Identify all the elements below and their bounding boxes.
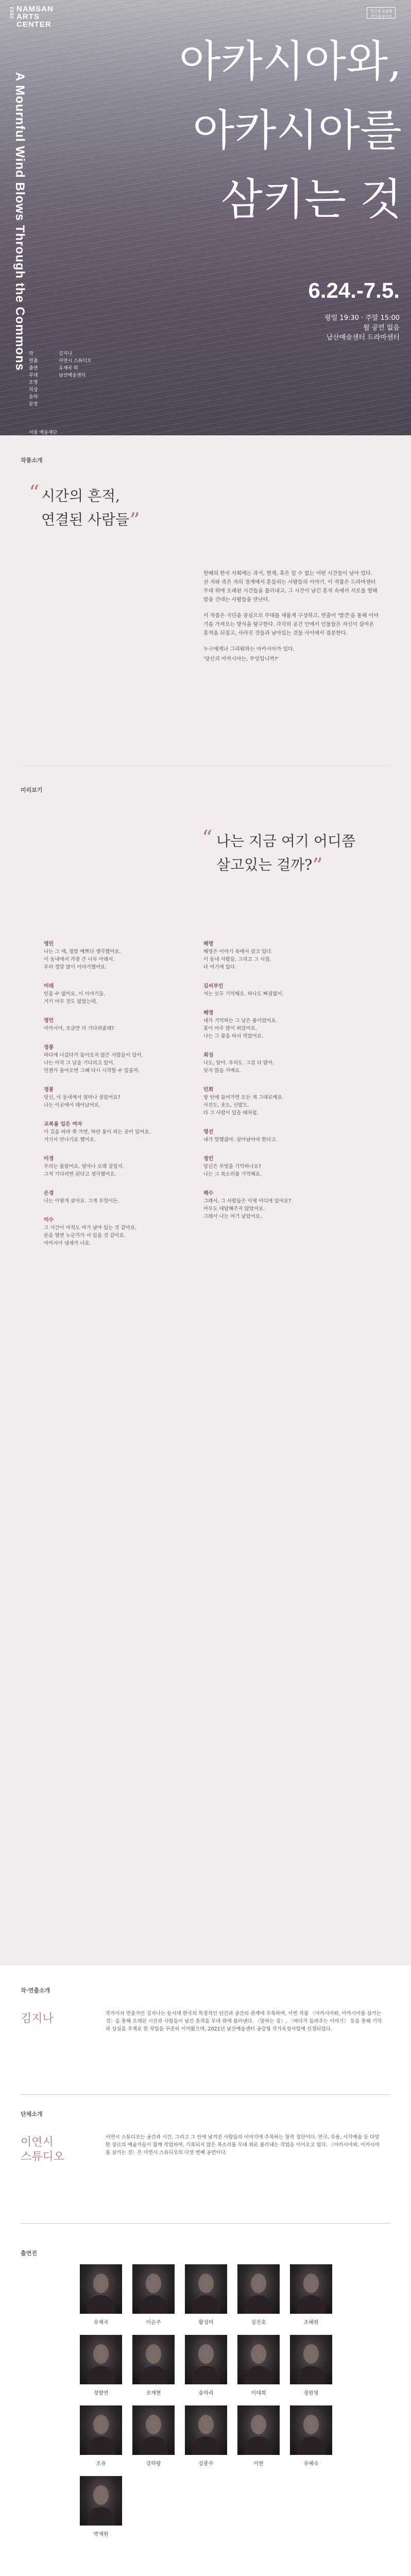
actor-name: 송하리 [198, 2391, 214, 2396]
writer-bio: 작가이자 연출가인 김지나는 동시대 한국의 특정적인 인간과 공간의 관계에 주목하며, 이번 작품 〈아카시아와, 아카시아를 삼키는 것〉을 통해 오래된 시간과 사람들이 남긴 흔적을 무대 위에 불러낸다. 〈말하는 집〉, 〈바다가 들려주는 이야기〉 등을 통해 기억과 상실을 주제로 한 작업을 꾸준히 이어왔으며, 2021년 남산예술센터 공감형 작가육성사업에 선정되었다. [106, 2011, 382, 2032]
credit-key: 음악 [29, 395, 38, 400]
title-line: 아카시아를 [193, 105, 402, 156]
dialogue-line: 해영은 이야기 속에서 살고 있다. [203, 949, 273, 955]
section-label: 미리보기 [21, 787, 43, 793]
dialogue-block [203, 1009, 358, 1040]
dialogue-line: 내가 기억하는 그 날은 봄이었어요. [203, 1018, 278, 1024]
dialogue-block [203, 1052, 358, 1075]
credit-value: 유재국 외 [59, 366, 78, 371]
dialogue-block [44, 1216, 198, 1247]
actor-photo [237, 2264, 280, 2314]
dialogue-line: 아무도 대답해주지 않았어요. [203, 1206, 265, 1212]
actor-photo [80, 2476, 122, 2526]
dialogue-line: 그저 기다리면 된다고 생각했어요. [44, 1172, 116, 1177]
dialogue-line: 나는 이곳에서 태어났어요. [44, 1103, 101, 1108]
actor-name: 유혜숙 [303, 2461, 319, 2467]
dialogue-line: 문을 열면 누군가가 서 있을 것 같아요. [44, 1233, 126, 1239]
actor-photo [237, 2405, 280, 2455]
actor-photo [132, 2264, 175, 2314]
credit-value [59, 401, 105, 408]
actor-photo [132, 2335, 175, 2384]
dialogue-line: 나는 그 애, 정말 예쁘다 생각했어요. [44, 949, 121, 955]
quote-mark: ” [312, 854, 323, 878]
speaker-name: 영선 [203, 1129, 214, 1135]
dialogue-line: 나는 그 꽃을 따서 먹었어요. [203, 1033, 264, 1039]
logo-line: ARTS [16, 12, 40, 21]
dialogue-block [203, 1086, 358, 1117]
dialogue-line: 내가 말했잖아. 살아남아야 한다고. [203, 1137, 278, 1143]
dialogue-block [44, 1121, 198, 1144]
title-line: 아카시아와, [179, 36, 402, 87]
speaker-name: 미수 [44, 1217, 54, 1223]
actor-photo [185, 2335, 227, 2384]
credit-value: 김지나 [59, 351, 73, 357]
dialogue-line: 잊지 않을 거예요. [203, 1068, 242, 1074]
speaker-name: 김씨부인 [203, 984, 224, 989]
dialogue-line: 그 시간이 아직도 여기 남아 있는 것 같아요. [44, 1225, 137, 1231]
speaker-name: 해영 [203, 941, 214, 947]
actor-photo [290, 2264, 332, 2314]
info-line: 평일 19:30 · 주말 15:00 [324, 314, 400, 322]
dialogue-line: 나는 아직 그 날을 기다리고 있어. [44, 1060, 115, 1066]
logo-line: NAMSAN [16, 5, 54, 13]
cast-member [185, 2335, 227, 2396]
company-name-line: 스튜디오 [21, 2150, 65, 2163]
credit-key: 무대 [29, 373, 38, 378]
intro-paragraph: 누구에게나 그리워하는 아카시아가 있다. [203, 647, 295, 652]
cast-grid [80, 2264, 337, 2537]
dialogue-line: 당신, 이 동네에서 얼마나 살았어요? [44, 1095, 121, 1100]
actor-photo [185, 2405, 227, 2455]
writer-profile [21, 2002, 391, 2089]
dialogue-block [203, 1155, 358, 1178]
credit-key: 작 [29, 351, 33, 357]
quote-mark: ” [129, 509, 140, 533]
quote-line: 살고있는 걸까? [216, 856, 313, 873]
speaker-name: 영민 [44, 1018, 54, 1024]
credits-list [29, 350, 105, 408]
credit-value [59, 394, 105, 401]
actor-photo [80, 2405, 122, 2455]
writer-name: 김지나 [21, 2012, 54, 2025]
cast-member [290, 2335, 332, 2396]
dialogue-line: 이 길을 따라 쭉 가면, 하얀 꽃이 피는 곳이 있어요. [44, 1129, 151, 1135]
actor-photo [290, 2405, 332, 2455]
actor-name: 정향연 [93, 2391, 109, 2396]
program-badge: 연극계 공감형 작가육성사업 [367, 7, 396, 19]
quote-mark: “ [29, 481, 40, 505]
brand-text: 서울 예술재단 [29, 430, 58, 435]
logo-line: CENTER [16, 20, 52, 29]
credit-value [59, 386, 105, 394]
section-label: 작품소개 [21, 457, 43, 464]
dialogue-line: 다 그 사람이 있을 때처럼. [203, 1110, 259, 1116]
cast-member [80, 2335, 122, 2396]
dialogue-line: 당신은 무엇을 기억하나요? [203, 1164, 262, 1170]
dialogue-right-column [203, 940, 358, 1232]
cast-member [185, 2264, 227, 2326]
speaker-name: 정인 [203, 1156, 214, 1162]
actor-name: 황성미 [198, 2320, 214, 2326]
quote-line: 연결된 사람들 [41, 511, 130, 528]
dialogue-line: 방 안에 들어가면 모든 게 그대로예요. [203, 1095, 284, 1100]
dialogue-block [44, 1190, 198, 1205]
scene-section [0, 765, 411, 1965]
cast-member [132, 2335, 175, 2396]
section-label: 출연진 [21, 2250, 37, 2257]
dialogue-line: 다 여기에 있다. [203, 964, 237, 970]
cast-member [237, 2405, 280, 2467]
quote-mark: “ [202, 826, 213, 850]
main-title [170, 27, 402, 234]
actor-photo [237, 2335, 280, 2384]
dialogue-line: 거기서 만나기로 했어요. [44, 1137, 96, 1143]
dialogue-line: 저는 모두 기억해요. 하나도 빠짐없이. [203, 991, 284, 997]
dialogue-line: 믿을 수 없어요. 이 이야기들. [44, 991, 106, 997]
cast-member [132, 2405, 175, 2467]
company-name-line: 이연시 [21, 2136, 54, 2149]
dialogue-line: 바다에 나갔다가 돌아오지 않은 사람들이 있어. [44, 1053, 143, 1058]
info-line: 월 공연 없음 [363, 324, 400, 332]
actor-photo [80, 2335, 122, 2384]
credit-key: 출연 [29, 366, 38, 371]
credit-key: 의상 [29, 387, 38, 393]
credit-key: 분장 [29, 402, 38, 407]
speaker-name: 정봉 [44, 1045, 54, 1050]
dialogue-line: 꽃이 아주 많이 피었어요. [203, 1026, 257, 1031]
cast-section [0, 2233, 411, 2576]
speaker-name: 해수 [203, 1191, 214, 1196]
speaker-name: 정봉 [44, 1087, 54, 1093]
namsan-logo [10, 5, 54, 28]
credit-value [59, 379, 105, 386]
intro-text [203, 569, 379, 671]
english-title: A Mournful Wind Blows Through the Commons [13, 72, 27, 371]
dialogue-line: 거기 아무 것도 없었는데. [44, 999, 97, 1005]
credit-value: 이연시 스튜디오 [59, 359, 92, 364]
speaker-name: 교복을 입은 여자 [44, 1122, 82, 1127]
credit-key: 연출 [29, 359, 38, 364]
section-label: 단체소개 [21, 2111, 43, 2117]
dialogue-block [44, 940, 198, 971]
dialogue-line: 그래서, 그 사람들은 이제 어디에 있어요? [203, 1198, 291, 1204]
cast-member [132, 2264, 175, 2326]
performance-info [324, 313, 400, 343]
actor-name: 유재국 [93, 2320, 109, 2326]
cast-member [290, 2264, 332, 2326]
dialogue-block [203, 940, 358, 971]
intro-section [0, 435, 411, 765]
cast-member [185, 2405, 227, 2467]
company-name [21, 2136, 64, 2164]
intro-paragraph: 이 작품은 극단을 중심으로 무대를 새롭게 구성하고, 연출이 '발견'을 통해 이야기를 가져오는 방식을 탐구한다. 각각의 공간 안에서 인물들은 자신이 살아온 흔적을 되짚고, 사라진 것들과 남아있는 것들 사이에서 질문한다. [203, 613, 379, 636]
dialogue-line: 아카시아, 조금만 더 기다려줄래? [44, 1026, 114, 1031]
dialogue-left-column [44, 940, 198, 1259]
creators-section [0, 1965, 411, 2233]
logo-year: 2022 [9, 6, 14, 19]
dialogue-block [203, 1190, 358, 1221]
cast-member [290, 2405, 332, 2467]
dialogue-line: 그래서 나는 여기 남았어요. [203, 1214, 262, 1219]
dialogue-line: 나는 그 목소리를 기억해요. [203, 1172, 262, 1177]
performance-dates: 6.24.-7.5. [308, 278, 400, 302]
scene-quote [202, 826, 356, 878]
actor-name: 이현 [253, 2461, 264, 2467]
actor-name: 김종우 [198, 2461, 214, 2467]
speaker-name: 은경 [44, 1191, 54, 1196]
credit-value: 남산예술센터 [59, 373, 86, 378]
speaker-name: 미경 [44, 1156, 54, 1162]
quote-line: 나는 지금 여기 어디쯤 [216, 833, 356, 850]
hero-banner [0, 0, 411, 435]
dialogue-block [44, 1017, 198, 1032]
intro-paragraph: '당신의 아카시아는, 무엇입니까?' [203, 656, 279, 662]
intro-quote [29, 481, 140, 533]
info-line: 남산예술센터 드라마센터 [326, 334, 400, 342]
dialogue-line: 아카시아 냄새가 나요. [44, 1241, 91, 1246]
dialogue-line: 우리 정말 많이 이야기했어요. [44, 964, 107, 970]
cast-member [80, 2264, 122, 2326]
dialogue-block [203, 982, 358, 998]
actor-name: 강하랑 [146, 2461, 161, 2467]
speaker-name: 민희 [203, 1087, 214, 1093]
title-line: 삼키는 것 [220, 174, 402, 225]
cast-member [237, 2264, 280, 2326]
speaker-name: 영민 [44, 941, 54, 947]
dialogue-line: 이 동네 사람들, 그리고 그 시절. [203, 957, 271, 962]
cast-member [80, 2476, 122, 2537]
dialogue-block [44, 1044, 198, 1075]
company-bio: 이연시 스튜디오는 공간과 시간, 그리고 그 안에 남겨진 사람들의 이야기에 주목하는 창작 집단이다. 연극, 무용, 시각예술 등 다양한 장르의 예술가들이 함께 작업하며, 기록되지 않은 목소리를 무대 위로 불러내는 작업을 이어오고 있다. 〈아카시아와, 아카시아를 삼키는 것〉은 이연시 스튜디오의 다섯 번째 공연이다. [106, 2134, 380, 2156]
speaker-name: 해영 [203, 1010, 214, 1016]
dialogue-block [44, 1086, 198, 1109]
actor-name: 박재원 [93, 2532, 109, 2537]
actor-name: 이대희 [251, 2391, 266, 2396]
cast-member [237, 2335, 280, 2396]
actor-name: 김진호 [251, 2320, 266, 2326]
dialogue-block [44, 982, 198, 1006]
actor-name: 조재현 [146, 2391, 161, 2396]
dialogue-line: 사진도, 옷도, 신발도. [203, 1103, 249, 1108]
dialogue-block [44, 1155, 198, 1178]
actor-photo [80, 2264, 122, 2314]
dialogue-block [203, 1128, 358, 1144]
dialogue-line: 언젠가 돌아오면 그때 다시 시작할 수 있을까. [44, 1068, 140, 1074]
actor-photo [290, 2335, 332, 2384]
actor-name: 이순주 [146, 2320, 161, 2326]
dialogue-line: 우리는 몰랐어요. 얼마나 오래 걸릴지. [44, 1164, 124, 1170]
quote-line: 시간의 흔적, [41, 487, 121, 504]
speaker-name: 최성 [203, 1053, 214, 1058]
dialogue-line: 나도, 알아. 우리도. 그걸 다 알아. [203, 1060, 275, 1066]
credit-key: 조명 [29, 380, 38, 385]
dialogue-line: 이 동네에서 가장 큰 나무 아래서. [44, 957, 115, 962]
cast-member [80, 2405, 122, 2467]
actor-name: 장원영 [303, 2391, 319, 2396]
actor-photo [132, 2405, 175, 2455]
actor-name: 조유 [96, 2461, 106, 2467]
dialogue-line: 나는 이렇게 살아요. 그게 무엇이든. [44, 1198, 119, 1204]
actor-name: 조혜원 [303, 2320, 319, 2326]
actor-photo [185, 2264, 227, 2314]
intro-paragraph: 한때의 한국 사회에는 과거, 현재, 혹은 알 수 없는 어떤 시간들이 남아 있다. 산 자와 죽은 자의 경계에서 흔들리는 사람들의 이야기. 이 작품은 드라마센터 무대 위에 오래된 시간들을 불러내고, 그 시간이 남긴 흔적 속에서 서로를 향해 말을 건네는 사람들을 만난다. [203, 571, 378, 603]
section-label: 작·연출소개 [21, 1987, 50, 1994]
company-profile [21, 2125, 391, 2213]
speaker-name: 미래 [44, 984, 54, 989]
